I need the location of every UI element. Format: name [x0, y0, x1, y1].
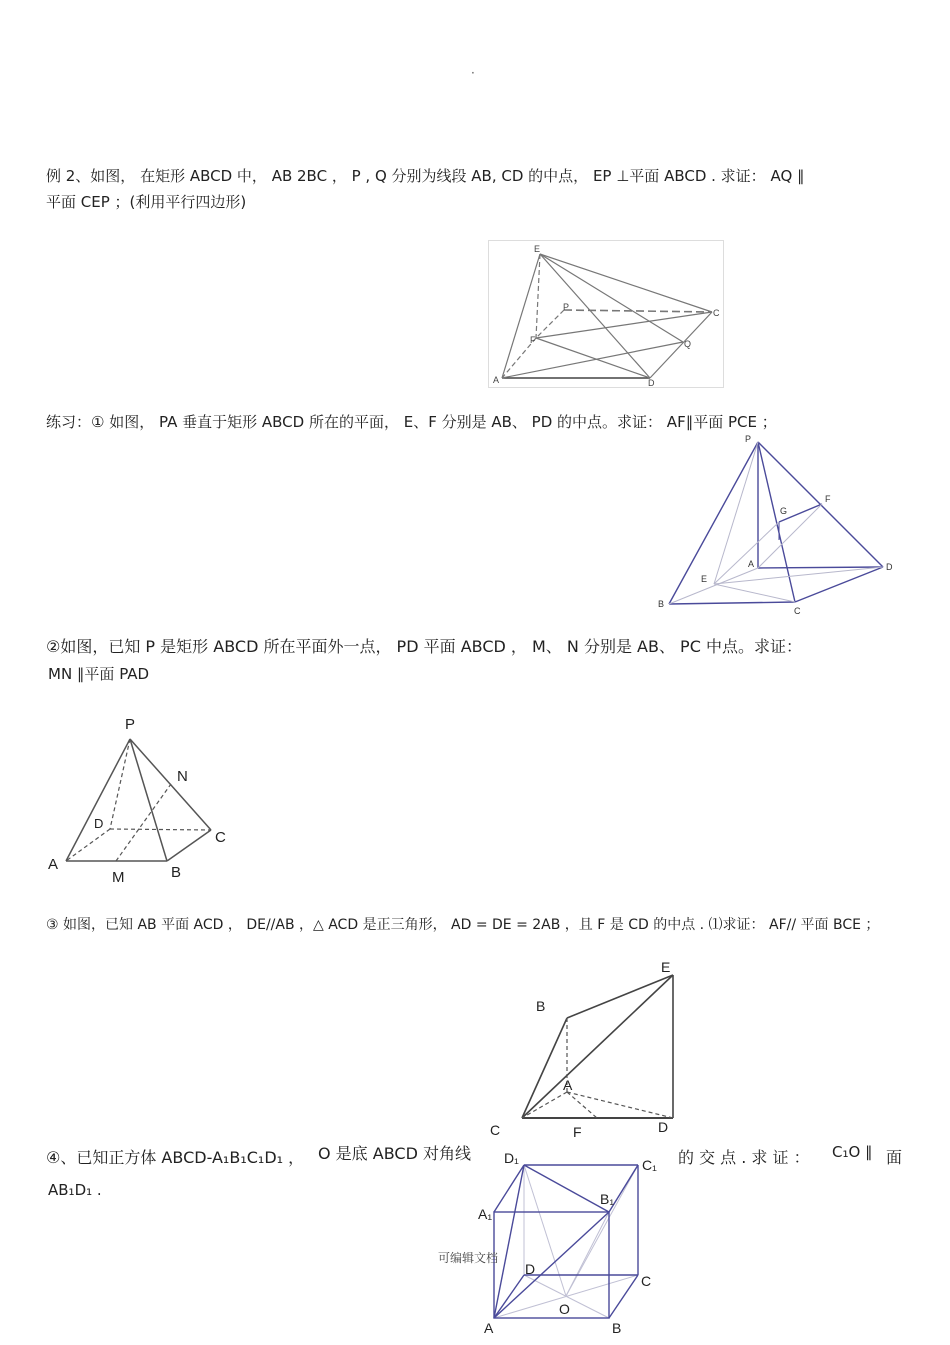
exercise2-line1: ②如图，已知 P 是矩形 ABCD 所在平面外一点， PD 平面 ABCD ， M、 N 分别是 AB、 PC 中点。求证：	[46, 637, 802, 656]
label-e: E	[534, 244, 541, 254]
label-g: G	[780, 506, 788, 516]
exercise4-part1: ④、已知正方体 ABCD-A₁B₁C₁D₁ ，	[46, 1148, 305, 1167]
label-c: C	[215, 829, 226, 846]
label-b: B	[171, 864, 182, 881]
label-c: C	[641, 1273, 652, 1289]
example2-line2: 平面 CEP ；(利用平行四边形)	[46, 193, 247, 211]
label-o: O	[559, 1301, 570, 1317]
header-dot: ·	[471, 66, 475, 80]
exercise4-part5: 面	[886, 1148, 903, 1167]
label-p: P	[125, 716, 136, 733]
label-d: D	[94, 816, 104, 831]
label-f: F	[573, 1124, 582, 1140]
exercise3-figure	[480, 955, 690, 1145]
label-e: E	[661, 959, 671, 975]
exercise4-figure	[470, 1146, 670, 1345]
label-a1: A₁	[478, 1206, 493, 1222]
label-a: A	[48, 856, 59, 873]
exercise1-line1: 练习：① 如图， PA 垂直于矩形 ABCD 所在的平面， E、F 分别是 AB、 PD 的中点。求证： AF∥平面 PCE ；	[46, 413, 777, 431]
exercise4-part2: O 是底 ABCD 对角线	[318, 1144, 471, 1163]
label-e: E	[701, 574, 708, 584]
exercise3-line1: ③ 如图，已知 AB 平面 ACD ， DE//AB ，△ ACD 是正三角形， AD = DE = 2AB ，且 F 是 CD 的中点 . ⑴求证： AF// 平面 BCE ；	[46, 917, 880, 933]
label-d: D	[525, 1261, 536, 1277]
label-d: D	[886, 562, 893, 572]
label-a: A	[748, 559, 755, 569]
label-d: D	[648, 378, 655, 388]
exercise2-figure	[40, 710, 250, 890]
label-b1: B₁	[600, 1191, 615, 1207]
label-d1: D₁	[504, 1150, 519, 1166]
exercise4-part4: C₁O ∥	[832, 1143, 873, 1161]
label-b: B	[658, 599, 665, 609]
exercise4-line2: AB₁D₁ .	[48, 1181, 102, 1199]
label-q: Q	[684, 339, 692, 349]
exercise2-line2: MN ∥平面 PAD	[48, 665, 150, 683]
label-p: P	[745, 434, 752, 444]
label-c1: C₁	[642, 1157, 657, 1173]
exercise4-part3: 的 交 点 . 求 证 ：	[678, 1148, 810, 1167]
label-p: P	[563, 302, 570, 312]
example2-figure	[488, 240, 724, 388]
label-c: C	[713, 308, 720, 318]
label-a: A	[563, 1077, 573, 1093]
label-m: M	[112, 869, 125, 886]
label-a: A	[484, 1320, 494, 1336]
label-c: C	[490, 1122, 501, 1138]
label-b: B	[612, 1320, 622, 1336]
label-a: A	[493, 375, 500, 385]
watermark-text: 可编辑文档	[438, 1251, 499, 1265]
label-f: F	[825, 494, 831, 504]
exercise1-figure	[655, 430, 900, 620]
label-n: N	[177, 768, 188, 785]
example2-line1: 例 2、如图， 在矩形 ABCD 中， AB 2BC ， P , Q 分别为线段 AB, CD 的中点， EP ⊥平面 ABCD . 求证： AQ ∥	[46, 167, 805, 185]
label-d: D	[658, 1119, 669, 1135]
label-b: B	[536, 998, 546, 1014]
label-c: C	[794, 606, 801, 616]
label-f: F	[530, 335, 536, 345]
